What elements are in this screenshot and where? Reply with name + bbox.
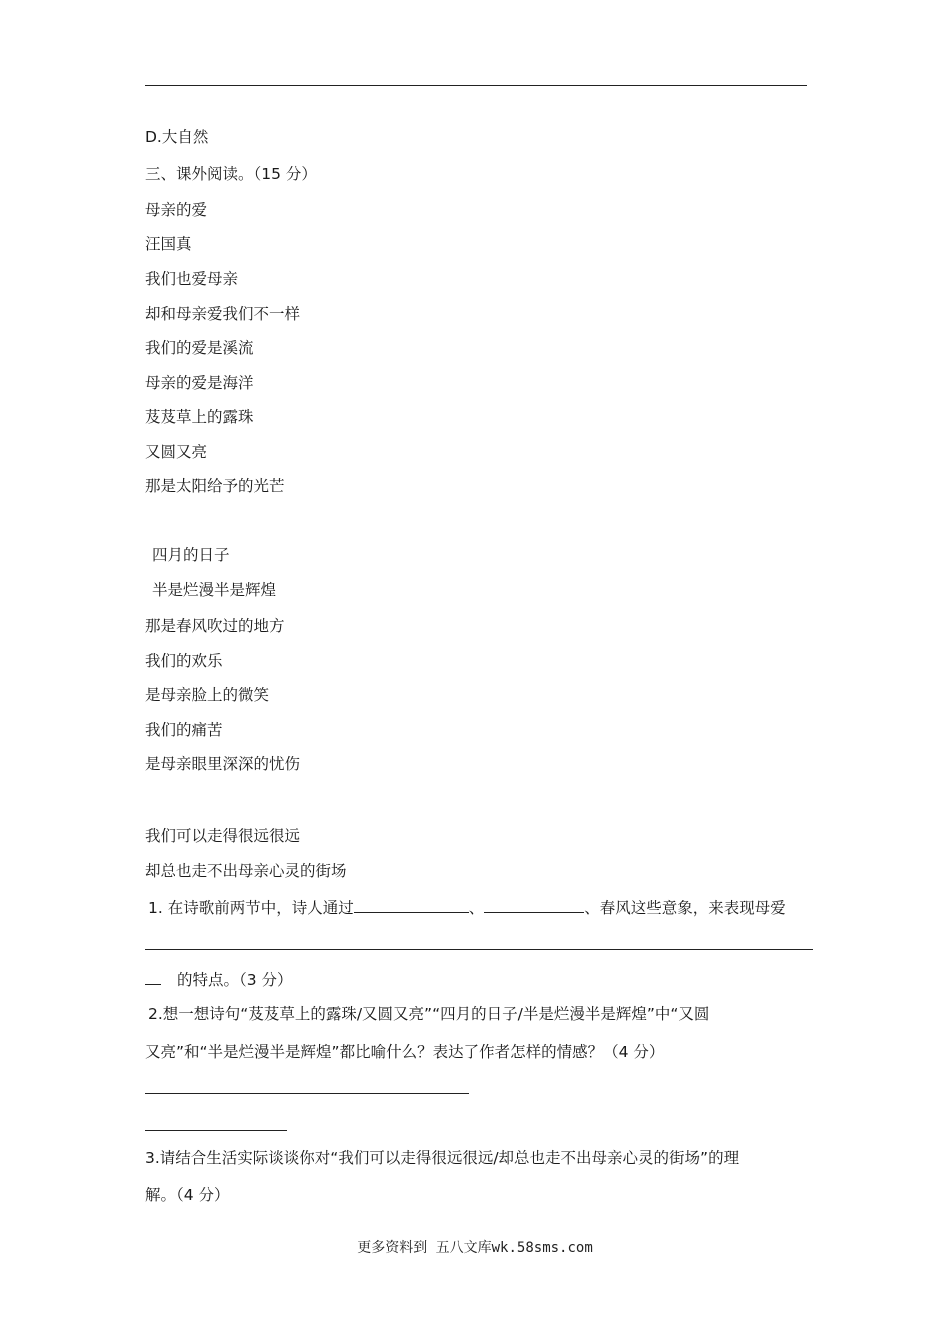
poem-line: 母亲的爱是海洋	[145, 374, 254, 392]
question-1-end-text: 的特点。（3 分）	[177, 971, 293, 989]
poem-line: 又圆又亮	[145, 443, 208, 461]
question-2-line-1: 2.想一想诗句“芨芨草上的露珠/又圆又亮”“四月的日子/半是烂漫半是辉煌”中“又圆	[148, 1005, 710, 1023]
top-answer-line	[145, 85, 807, 86]
footer-watermark: 更多资料到 五八文库wk.58sms.com	[357, 1240, 593, 1256]
answer-blank[interactable]	[354, 896, 469, 913]
poem-line: 却和母亲爱我们不一样	[145, 305, 301, 323]
poem-title: 母亲的爱	[145, 201, 208, 219]
answer-blank[interactable]	[484, 896, 584, 913]
poem-line: 我们的欢乐	[145, 652, 223, 670]
poem-line: 我们的痛苦	[145, 721, 223, 739]
question-1-text: 1. 在诗歌前两节中，诗人通过	[148, 899, 354, 917]
poem-line: 我们可以走得很远很远	[145, 827, 301, 845]
option-d: D.大自然	[145, 128, 209, 146]
poem-line: 我们也爱母亲	[145, 270, 239, 288]
answer-blank[interactable]	[145, 968, 161, 985]
question-1-answer-line	[145, 949, 813, 950]
poem-line: 那是太阳给予的光芒	[145, 477, 285, 495]
section-heading: 三、课外阅读。（15 分）	[145, 165, 317, 183]
poem-line: 是母亲脸上的微笑	[145, 686, 270, 704]
poem-line: 那是春风吹过的地方	[145, 617, 285, 635]
poem-line: 是母亲眼里深深的忧伤	[145, 755, 301, 773]
question-2-answer-line-1[interactable]	[145, 1093, 469, 1094]
poem-line: 四月的日子	[152, 546, 230, 564]
question-1-text-2: 、春风这些意象，来表现母爱	[584, 899, 786, 917]
question-1-end	[145, 968, 293, 990]
poem-author: 汪国真	[145, 235, 192, 253]
question-2-line-2: 又亮”和“半是烂漫半是辉煌”都比喻什么？表达了作者怎样的情感？（4 分）	[145, 1043, 665, 1061]
poem-line: 半是烂漫半是辉煌	[152, 581, 277, 599]
poem-line: 芨芨草上的露珠	[145, 408, 254, 426]
question-1-separator: 、	[468, 899, 485, 917]
question-2-answer-line-2[interactable]	[145, 1130, 287, 1131]
question-3-line-2: 解。（4 分）	[145, 1186, 230, 1204]
poem-line: 我们的爱是溪流	[145, 339, 254, 357]
question-3-line-1: 3.请结合生活实际谈谈你对“我们可以走得很远很远/却总也走不出母亲心灵的街场”的理	[145, 1149, 740, 1167]
poem-line: 却总也走不出母亲心灵的街场	[145, 862, 347, 880]
question-1	[148, 896, 786, 918]
